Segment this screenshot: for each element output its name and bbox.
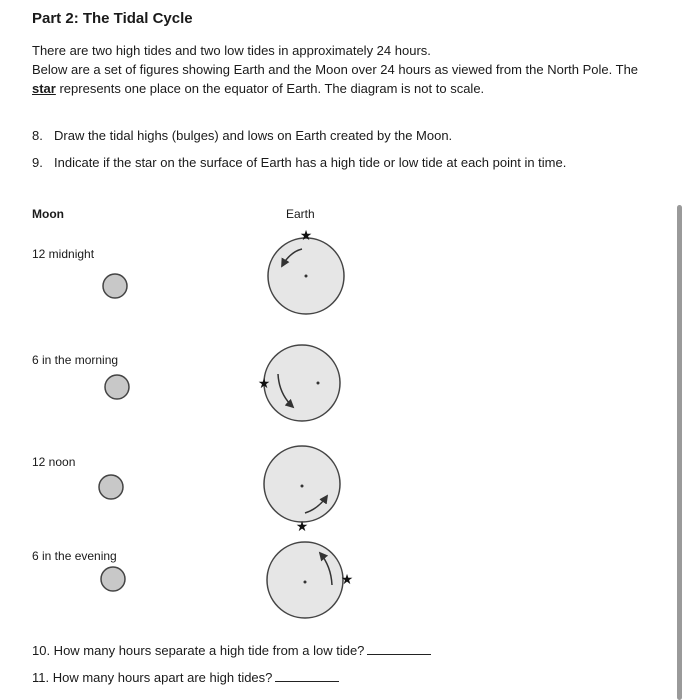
intro-line-2-start: Below are a set of figures showing Earth and the Moon over 24 hours as viewed from the North Pole. The xyxy=(32,62,639,77)
question-9-number: 9. xyxy=(32,155,43,170)
page-title: Part 2: The Tidal Cycle xyxy=(32,10,193,27)
moon-morning[interactable] xyxy=(105,375,129,399)
star-icon: ★ xyxy=(295,519,309,535)
scrollbar[interactable] xyxy=(677,205,682,700)
question-9-text: Indicate if the star on the surface of Earth has a high tide or low tide at each point in time. xyxy=(54,155,567,170)
question-11 xyxy=(32,668,339,685)
question-11-text: 11. How many hours apart are high tides? xyxy=(32,670,273,685)
intro-line-2-end: represents one place on the equator of Earth. The diagram is not to scale. xyxy=(55,81,485,96)
question-8-number: 8. xyxy=(32,128,43,143)
moon-column-header: Moon xyxy=(32,207,64,221)
question-8-text: Draw the tidal highs (bulges) and lows on Earth created by the Moon. xyxy=(54,128,453,143)
earth-morning[interactable] xyxy=(258,345,340,421)
time-label-morning: 6 in the morning xyxy=(32,353,119,367)
earth-noon[interactable] xyxy=(264,446,340,535)
intro-line-1: There are two high tides and two low tides in approximately 24 hours. xyxy=(32,43,431,58)
earth-column-header: Earth xyxy=(286,207,315,221)
time-label-noon: 12 noon xyxy=(32,455,76,469)
earth-midnight[interactable] xyxy=(268,228,344,314)
time-label-evening: 6 in the evening xyxy=(32,549,117,563)
star-icon: ★ xyxy=(257,376,271,392)
moon-noon[interactable] xyxy=(99,475,123,499)
star-icon: ★ xyxy=(299,228,313,244)
star-keyword: star xyxy=(32,81,56,96)
question-10-answer-blank[interactable] xyxy=(367,641,431,655)
star-icon: ★ xyxy=(340,572,354,588)
moon-evening[interactable] xyxy=(101,567,125,591)
moon-midnight[interactable] xyxy=(103,274,127,298)
time-label-midnight: 12 midnight xyxy=(32,247,95,261)
question-10-text: 10. How many hours separate a high tide from a low tide? xyxy=(32,643,365,658)
earth-evening[interactable] xyxy=(267,542,353,618)
question-10 xyxy=(32,641,431,658)
question-11-answer-blank[interactable] xyxy=(275,668,339,682)
